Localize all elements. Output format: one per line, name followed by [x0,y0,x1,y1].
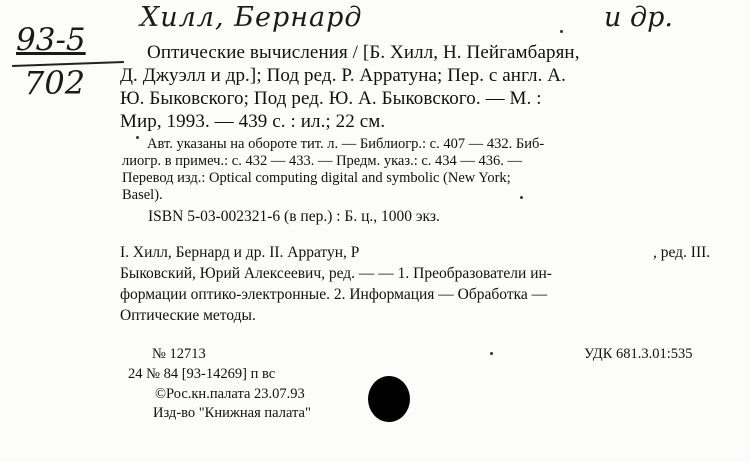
note-line-3: Перевод изд.: Optical computing digital and symbolic (New York; [122,170,511,186]
note-line-1: Авт. указаны на обороте тит. л. — Библиогр.: с. 407 — 432. Биб- [147,136,545,152]
copyright-line: ©Рос.кн.палата 23.07.93 [155,386,305,402]
tracing-line-2: Быковский, Юрий Алексеевич, ред. — — 1. Преобразователи ин- [120,265,552,282]
ink-blot [368,376,410,422]
shelf-number-top: 93-5 [16,22,86,58]
speck [136,136,139,139]
title-line-1: Оптические вычисления / [Б. Хилл, Н. Пейгамбарян, [147,42,580,63]
handwritten-author: Хилл, Бернард [140,2,363,33]
title-line-3: Ю. Быковского; Под ред. Ю. А. Быковского. — М. : [120,88,542,109]
tracing-line-1: I. Хилл, Бернард и др. II. Арратун, Р [120,244,360,261]
tracing-line-4: Оптические методы. [120,307,256,324]
speck [560,30,563,33]
title-line-4: Мир, 1993. — 439 с. : ил.; 22 см. [120,111,386,132]
card-number: № 12713 [152,346,206,362]
title-line-2: Д. Джуэлл и др.]; Под ред. Р. Арратуна; Пер. с англ. А. [120,65,566,86]
speck [520,196,523,199]
handwritten-et-al: и др. [604,2,673,33]
footer-line-2: 24 № 84 [93-14269] п вс [128,366,276,382]
shelf-number-bottom: 702 [24,64,86,102]
tracing-line-3: формации оптико-электронные. 2. Информация — Обработка — [120,286,548,303]
publisher-line: Изд-во "Книжная палата" [153,405,311,421]
udk-code: УДК 681.3.01:535 [584,346,693,362]
speck [490,352,493,355]
tracing-line-1-end: , ред. III. [653,244,711,261]
isbn-line: ISBN 5-03-002321-6 (в пер.) : Б. ц., 1000 экз. [148,208,440,225]
note-line-2: лиогр. в примеч.: с. 432 — 433. — Предм. указ.: с. 434 — 436. — [122,153,523,169]
note-line-4: Basel). [122,187,163,203]
